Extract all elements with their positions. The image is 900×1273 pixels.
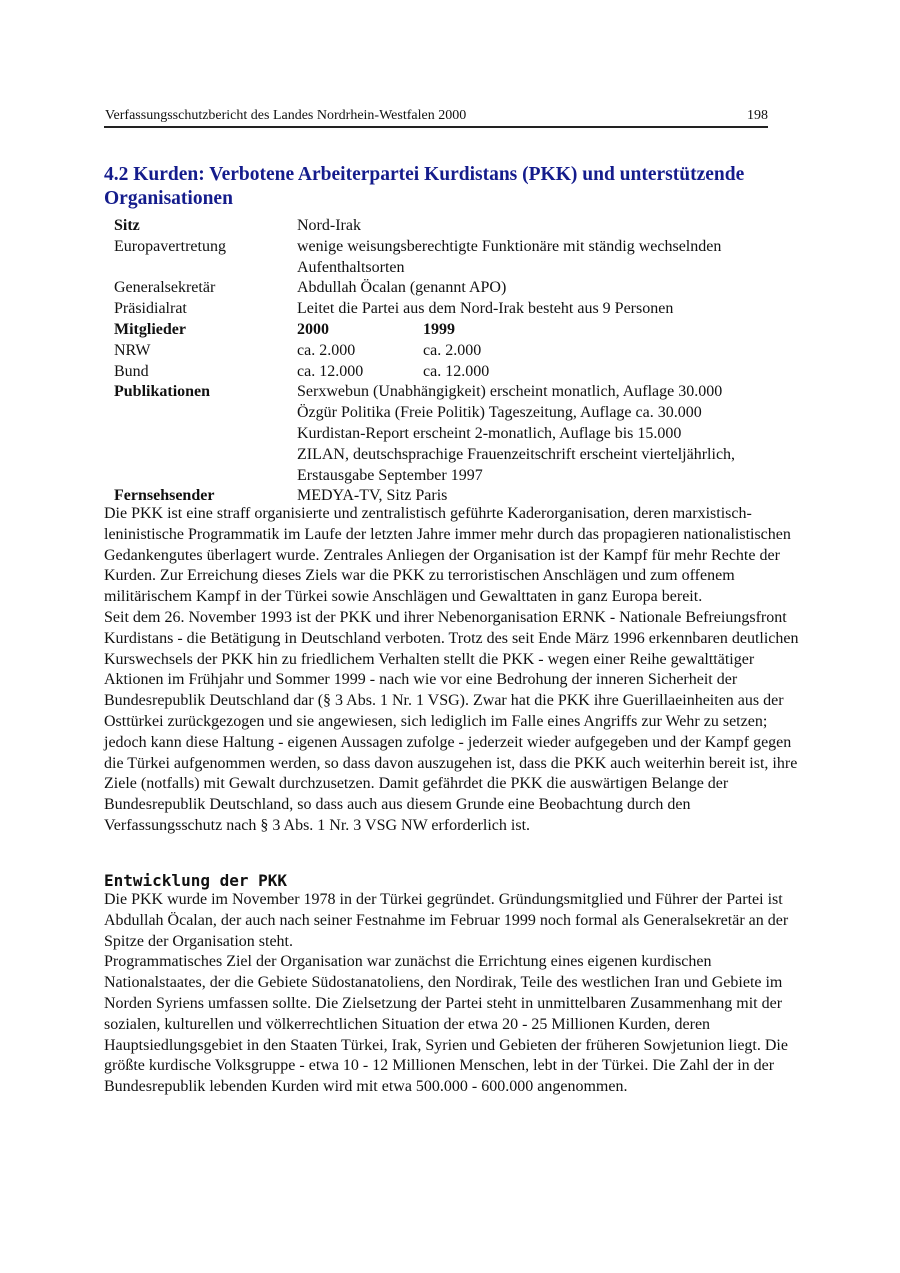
nrw-1999: ca. 2.000	[423, 341, 482, 359]
value-sitz: Nord-Irak	[297, 217, 361, 234]
value-fernsehsender: MEDYA-TV, Sitz Paris	[297, 487, 448, 505]
paragraph: Die PKK wurde im November 1978 in der Türkei gegründet. Gründungsmitglied und Führer der Partei ist Abdullah Öcalan, der auch nach seiner Festnahme im Februar 1999 noch formal als Generalsekretär an der Spitze der Organisation steht.	[104, 891, 789, 950]
label-fernsehsender: Fernsehsender	[114, 487, 215, 505]
facts-table	[114, 216, 804, 507]
bund-1999: ca. 12.000	[423, 362, 490, 380]
label-nrw: NRW	[114, 341, 151, 359]
paragraph: Programmatisches Ziel der Organisation war zunächst die Errichtung eines eigenen kurdischen Nationalstaates, der die Gebiete Südostanatoliens, den Nordirak, Teile des westlichen Iran und Gebiete im Norden Syriens umfassen sollte. Die Zielsetzung der Partei steht in unmittelbaren Zusammenhang mit der sozialen, kulturellen und völkerrechtlichen Situation der etwa 20 - 25 Millionen Kurden, deren Hauptsiedlungsgebiet in den Staaten Türkei, Irak, Syrien und Gebieten der früheren Sowjetunion liegt. Die größte kurdische Volksgruppe - etwa 10 - 12 Millionen Menschen, lebt in der Türkei. Die Zahl der in der Bundesrepublik lebenden Kurden wird mit etwa 500.000 - 600.000 angenommen.	[104, 953, 788, 1096]
facts-row-bund	[114, 362, 804, 383]
subheading: Entwicklung der PKK	[104, 871, 288, 890]
value-europavertretung: wenige weisungsberechtigte Funktionäre mit ständig wechselnden Aufenthaltsorten	[297, 237, 722, 276]
label-generalsekretaer: Generalsekretär	[114, 279, 216, 297]
facts-row-europa	[114, 237, 804, 279]
facts-row-sitz	[114, 216, 804, 237]
running-header	[104, 107, 768, 128]
paragraph: Seit dem 26. November 1993 ist der PKK und ihrer Nebenorganisation ERNK - Nationale Befreiungsfront Kurdistans - die Betätigung in Deutschland verboten. Trotz des seit Ende März 1996 erkennbaren deutlichen Kurswechsels der PKK hin zu friedlichem Verhalten stellt die PKK - wegen einer Reihe gewalttätiger Aktionen im Frühjahr und Sommer 1999 - nach wie vor eine Bedrohung der inneren Sicherheit der Bundesrepublik Deutschland dar (§ 3 Abs. 1 Nr. 1 VSG). Zwar hat die PKK ihre Guerillaeinheiten aus der Osttürkei zurückgezogen und sie angewiesen, sich lediglich im Falle eines Angriffs zur Wehr zu setzen; jedoch kann diese Haltung - eigenen Aussagen zufolge - jederzeit wieder aufgegeben und der Kampf gegen die Türkei aufgenommen werden, so dass davon auszugehen ist, dass die PKK auch weiterhin bereit ist, ihre Ziele (notfalls) mit Gewalt durchzusetzen. Damit gefährdet die PKK die auswärtigen Belange der Bundesrepublik Deutschland, so dass auch aus diesem Grunde eine Beobachtung durch den Verfassungsschutz nach § 3 Abs. 1 Nr. 3 VSG NW erforderlich ist.	[104, 608, 799, 834]
facts-row-publikationen	[114, 382, 804, 486]
label-publikationen: Publikationen	[114, 383, 211, 401]
label-europavertretung: Europavertretung	[114, 237, 226, 255]
label-sitz: Sitz	[114, 217, 140, 234]
bund-2000: ca. 12.000	[297, 362, 364, 380]
facts-row-praesidialrat	[114, 299, 804, 320]
body-text-2	[104, 890, 804, 1098]
value-generalsekretaer: Abdullah Öcalan (genannt APO)	[297, 279, 507, 297]
label-praesidialrat: Präsidialrat	[114, 300, 187, 318]
publication-item: Özgür Politika (Freie Politik) Tageszeitung, Auflage ca. 30.000	[297, 404, 702, 422]
section-heading: 4.2 Kurden: Verbotene Arbeiterpartei Kurdistans (PKK) und unterstützende Organisationen	[104, 164, 745, 209]
facts-row-generalsekretaer	[114, 278, 804, 299]
nrw-2000: ca. 2.000	[297, 341, 356, 359]
facts-row-nrw	[114, 341, 804, 362]
publication-item: Serxwebun (Unabhängigkeit) erscheint monatlich, Auflage 30.000	[297, 383, 723, 401]
label-mitglieder: Mitglieder	[114, 320, 186, 338]
publication-item: Kurdistan-Report erscheint 2-monatlich, Auflage bis 15.000	[297, 424, 682, 442]
year-2000: 2000	[297, 320, 329, 338]
header-title: Verfassungsschutzbericht des Landes Nordrhein-Westfalen 2000	[105, 108, 467, 123]
label-bund: Bund	[114, 362, 149, 380]
value-publikationen	[297, 382, 804, 486]
facts-row-mitglieder	[114, 320, 804, 341]
paragraph: Die PKK ist eine straff organisierte und zentralistisch geführte Kaderorganisation, deren marxistisch-leninistische Programmatik im Laufe der letzten Jahre immer mehr durch das propagieren nationalistischen Gedankengutes überlagert wurde. Zentrales Anliegen der Organisation ist der Kampf für mehr Rechte der Kurden. Zur Erreichung dieses Ziels war die PKK zu terroristischen Anschlägen und zum offenem militärischem Kampf in der Türkei sowie Anschlägen und Gewalttaten in ganz Europa bereit.	[104, 505, 791, 606]
value-praesidialrat: Leitet die Partei aus dem Nord-Irak besteht aus 9 Personen	[297, 300, 674, 318]
year-1999: 1999	[423, 320, 455, 338]
publication-item: ZILAN, deutschsprachige Frauenzeitschrift erscheint vierteljährlich, Erstausgabe September 1997	[297, 445, 736, 484]
body-text-1	[104, 504, 804, 837]
page-number: 198	[747, 108, 768, 123]
